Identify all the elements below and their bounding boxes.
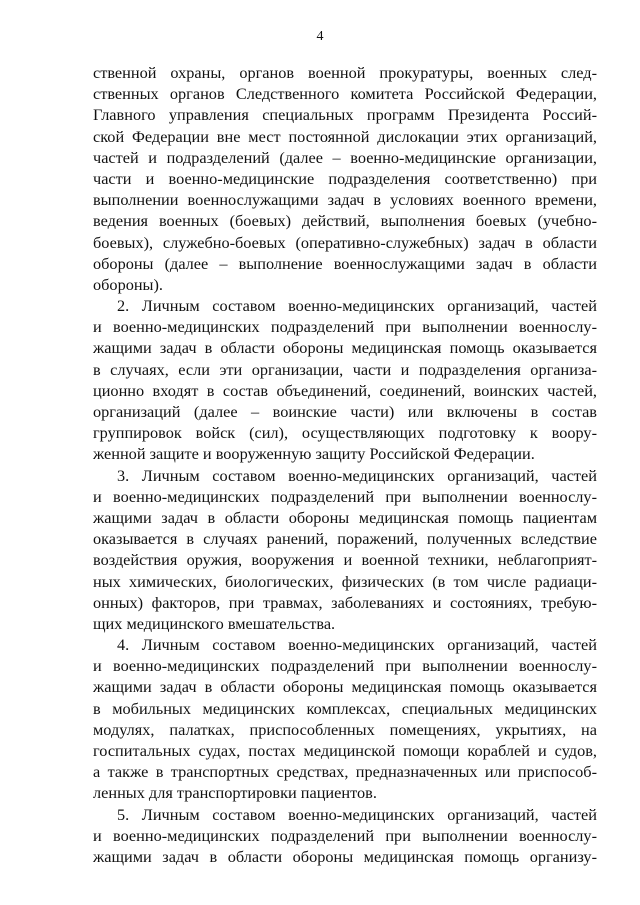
text-line: а также в транспортных средствах, предназначенных или приспособ- — [93, 762, 597, 782]
paragraph — [93, 62, 597, 295]
text-line: 5. Личным составом военно-медицинских организаций, частей — [117, 804, 597, 824]
text-line: организаций (далее – воинские части) или включены в состав — [93, 402, 597, 421]
paragraph — [93, 804, 597, 868]
text-line: 2. Личным составом военно-медицинских организаций, частей — [117, 296, 597, 316]
text-line: воздействия оружия, вооружения и военной техники, неблагоприят- — [93, 550, 597, 570]
document-body — [93, 62, 597, 867]
text-line: группировок войск (сил), осуществляющих подготовку к воору- — [93, 423, 597, 443]
text-line: жащими задач в области обороны медицинская помощь пациентам — [93, 507, 597, 527]
text-line: ственной охраны, органов военной прокуратуры, военных след- — [93, 63, 597, 82]
text-line: и военно-медицинских подразделений при выполнении военнослу- — [93, 825, 597, 845]
text-line: обороны (далее – выполнение военнослужащими задач в области — [93, 253, 597, 273]
text-line: и военно-медицинских подразделений при выполнении военнослу- — [93, 486, 597, 506]
text-line: ных химических, биологических, физических (в том числе радиаци- — [93, 571, 597, 591]
text-line: выполнении военнослужащими задач в условиях военного времени, — [93, 190, 597, 210]
text-line: онных) факторов, при травмах, заболеваниях и состояниях, требую- — [93, 592, 597, 612]
text-line: 4. Личным составом военно-медицинских организаций, частей — [117, 635, 597, 655]
text-line: обороны). — [93, 274, 163, 294]
text-line: и военно-медицинских подразделений при выполнении военнослу- — [93, 317, 597, 337]
text-line: боевых), служебно-боевых (оперативно-служебных) задач в области — [93, 232, 597, 252]
text-line: ской Федерации вне мест постоянной дислокации этих организаций, — [93, 126, 597, 146]
text-line: женной защите и вооруженную защиту Российской Федерации. — [93, 444, 535, 464]
text-line: госпитальных судах, постах медицинской помощи кораблей и судов, — [93, 741, 597, 760]
text-line: в мобильных медицинских комплексах, специальных медицинских — [93, 698, 597, 718]
text-line: модулях, палатках, приспособленных помещениях, укрытиях, на — [93, 719, 597, 739]
paragraph — [93, 295, 597, 465]
text-line: жащими задач в области обороны медицинская помощь оказывается — [93, 677, 597, 697]
paragraph — [93, 634, 597, 804]
text-line: частей и подразделений (далее – военно-медицинские организации, — [93, 147, 597, 167]
text-line: Главного управления специальных программ Президента Россий- — [93, 105, 597, 125]
text-line: жащими задач в области обороны медицинская помощь организу- — [93, 846, 597, 866]
text-line: и военно-медицинских подразделений при выполнении военнослу- — [93, 656, 597, 676]
text-line: ведения военных (боевых) действий, выполнения боевых (учебно- — [93, 211, 597, 231]
text-line: оказывается в случаях ранений, поражений, полученных вследствие — [93, 529, 597, 549]
text-line: жащими задач в области обороны медицинская помощь оказывается — [93, 338, 597, 358]
text-line: части и военно-медицинские подразделения соответственно) при — [93, 168, 597, 188]
text-line: ленных для транспортировки пациентов. — [93, 783, 377, 803]
text-line: ственных органов Следственного комитета Российской Федерации, — [93, 84, 597, 104]
text-line: 3. Личным составом военно-медицинских организаций, частей — [117, 465, 597, 485]
text-line: в случаях, если эти организации, части и подразделения организа- — [93, 359, 597, 379]
text-line: щих медицинского вмешательства. — [93, 613, 336, 633]
text-line: ционно входят в состав объединений, соединений, воинских частей, — [93, 380, 597, 400]
page-number: 4 — [316, 29, 324, 44]
paragraph — [93, 465, 597, 635]
